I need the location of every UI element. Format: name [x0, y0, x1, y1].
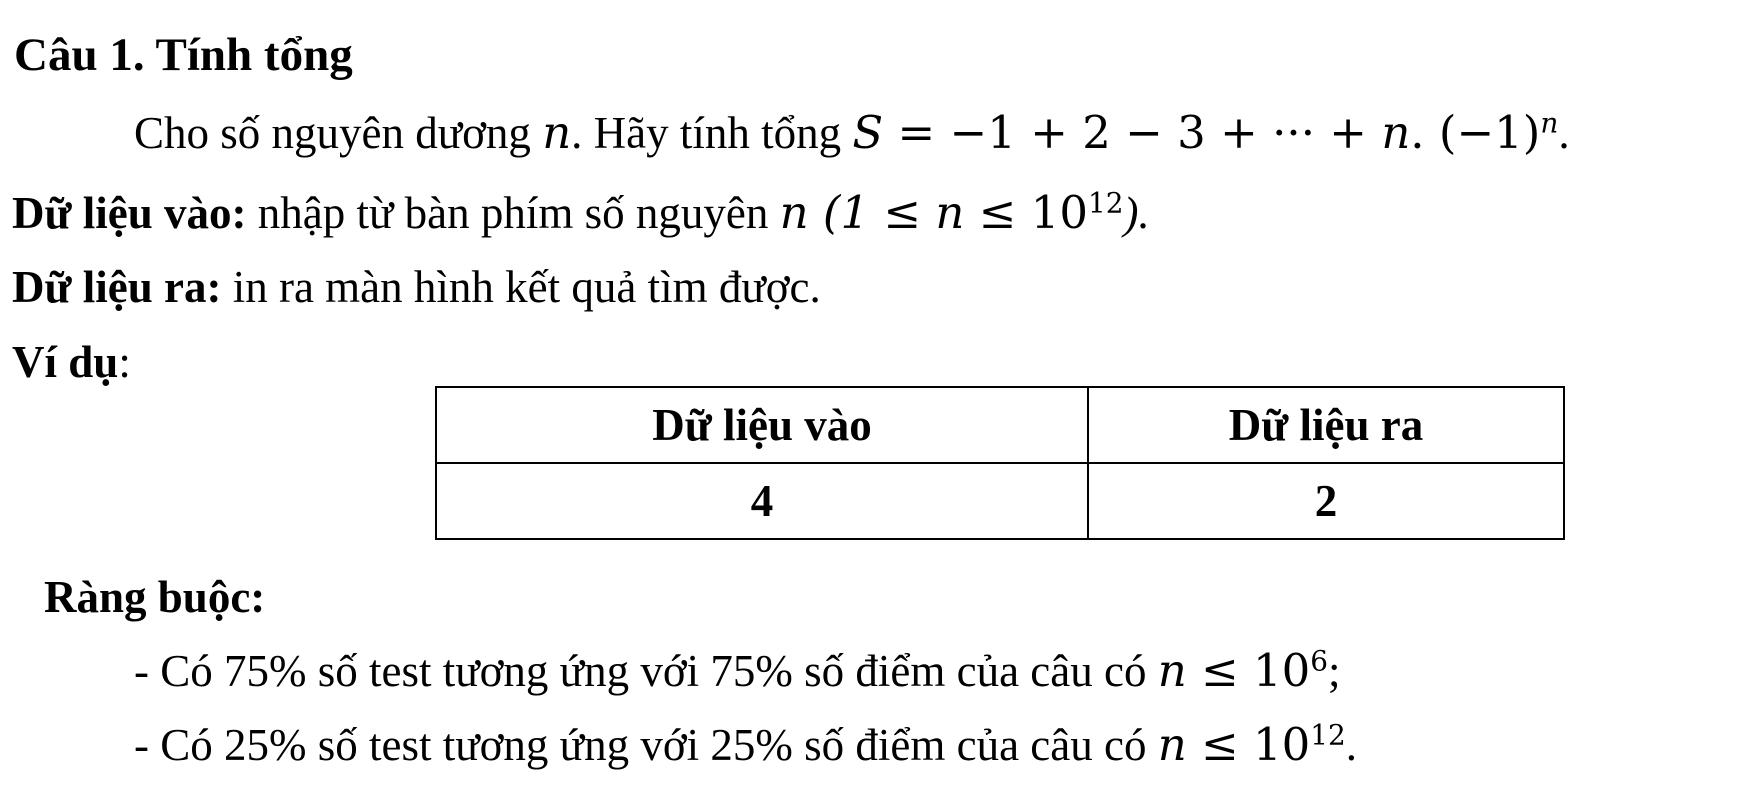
cell-output: 2 [1088, 463, 1564, 539]
formula-n: n [1381, 106, 1411, 159]
problem-statement [134, 106, 1570, 159]
formula-exponent: n [1540, 106, 1559, 140]
formula-s: S [852, 106, 884, 159]
constraint-item [134, 718, 1358, 771]
formula-tail: . (−1) [1410, 106, 1541, 159]
example-colon: : [118, 337, 131, 387]
header-input: Dữ liệu vào [436, 387, 1088, 463]
header-output: Dữ liệu ra [1088, 387, 1564, 463]
output-spec [12, 262, 821, 312]
constraint-end: ; [1328, 646, 1341, 696]
table-header-row [436, 387, 1564, 463]
constraint-bound: ≤ 10 [1186, 644, 1311, 697]
constraint-exponent: 6 [1310, 644, 1329, 678]
example-table [435, 386, 1565, 540]
input-label: Dữ liệu vào: [12, 188, 247, 238]
cell-input: 4 [436, 463, 1088, 539]
output-label: Dữ liệu ra: [12, 262, 222, 312]
statement-text: Cho số nguyên dương [134, 108, 543, 158]
constraint-exponent: 12 [1310, 718, 1346, 752]
constraint-item [134, 644, 1341, 697]
output-text: in ra màn hình kết quả tìm được. [221, 262, 821, 312]
example-label: Ví dụ [12, 337, 119, 387]
input-var-n: n [779, 186, 809, 239]
constraint-end: . [1345, 720, 1358, 770]
constraint-text: - Có 75% số test tương ứng với 75% số điểm của câu có [134, 646, 1158, 696]
formula-body: = −1 + 2 − 3 + ··· + [883, 106, 1382, 159]
table-row [436, 463, 1564, 539]
statement-end: . [1558, 108, 1570, 158]
input-close: ). [1123, 188, 1150, 238]
input-paren: (1 ≤ [808, 186, 936, 239]
constraint-var: n [1157, 718, 1187, 771]
var-n: n [542, 106, 572, 159]
constraint-bound: ≤ 10 [1186, 718, 1311, 771]
input-exponent: 12 [1087, 186, 1124, 220]
statement-text-2: . Hãy tính tổng [571, 108, 853, 158]
constraint-text: - Có 25% số test tương ứng với 25% số điểm của câu có [134, 720, 1158, 770]
constraint-var: n [1157, 644, 1187, 697]
example-heading [12, 337, 131, 387]
input-bound: ≤ 10 [964, 186, 1088, 239]
input-var-n2: n [935, 186, 965, 239]
constraints-title: Ràng buộc: [44, 572, 266, 622]
problem-title: Câu 1. Tính tổng [14, 29, 353, 81]
input-text: nhập từ bàn phím số nguyên [246, 188, 780, 238]
input-spec [12, 186, 1150, 239]
